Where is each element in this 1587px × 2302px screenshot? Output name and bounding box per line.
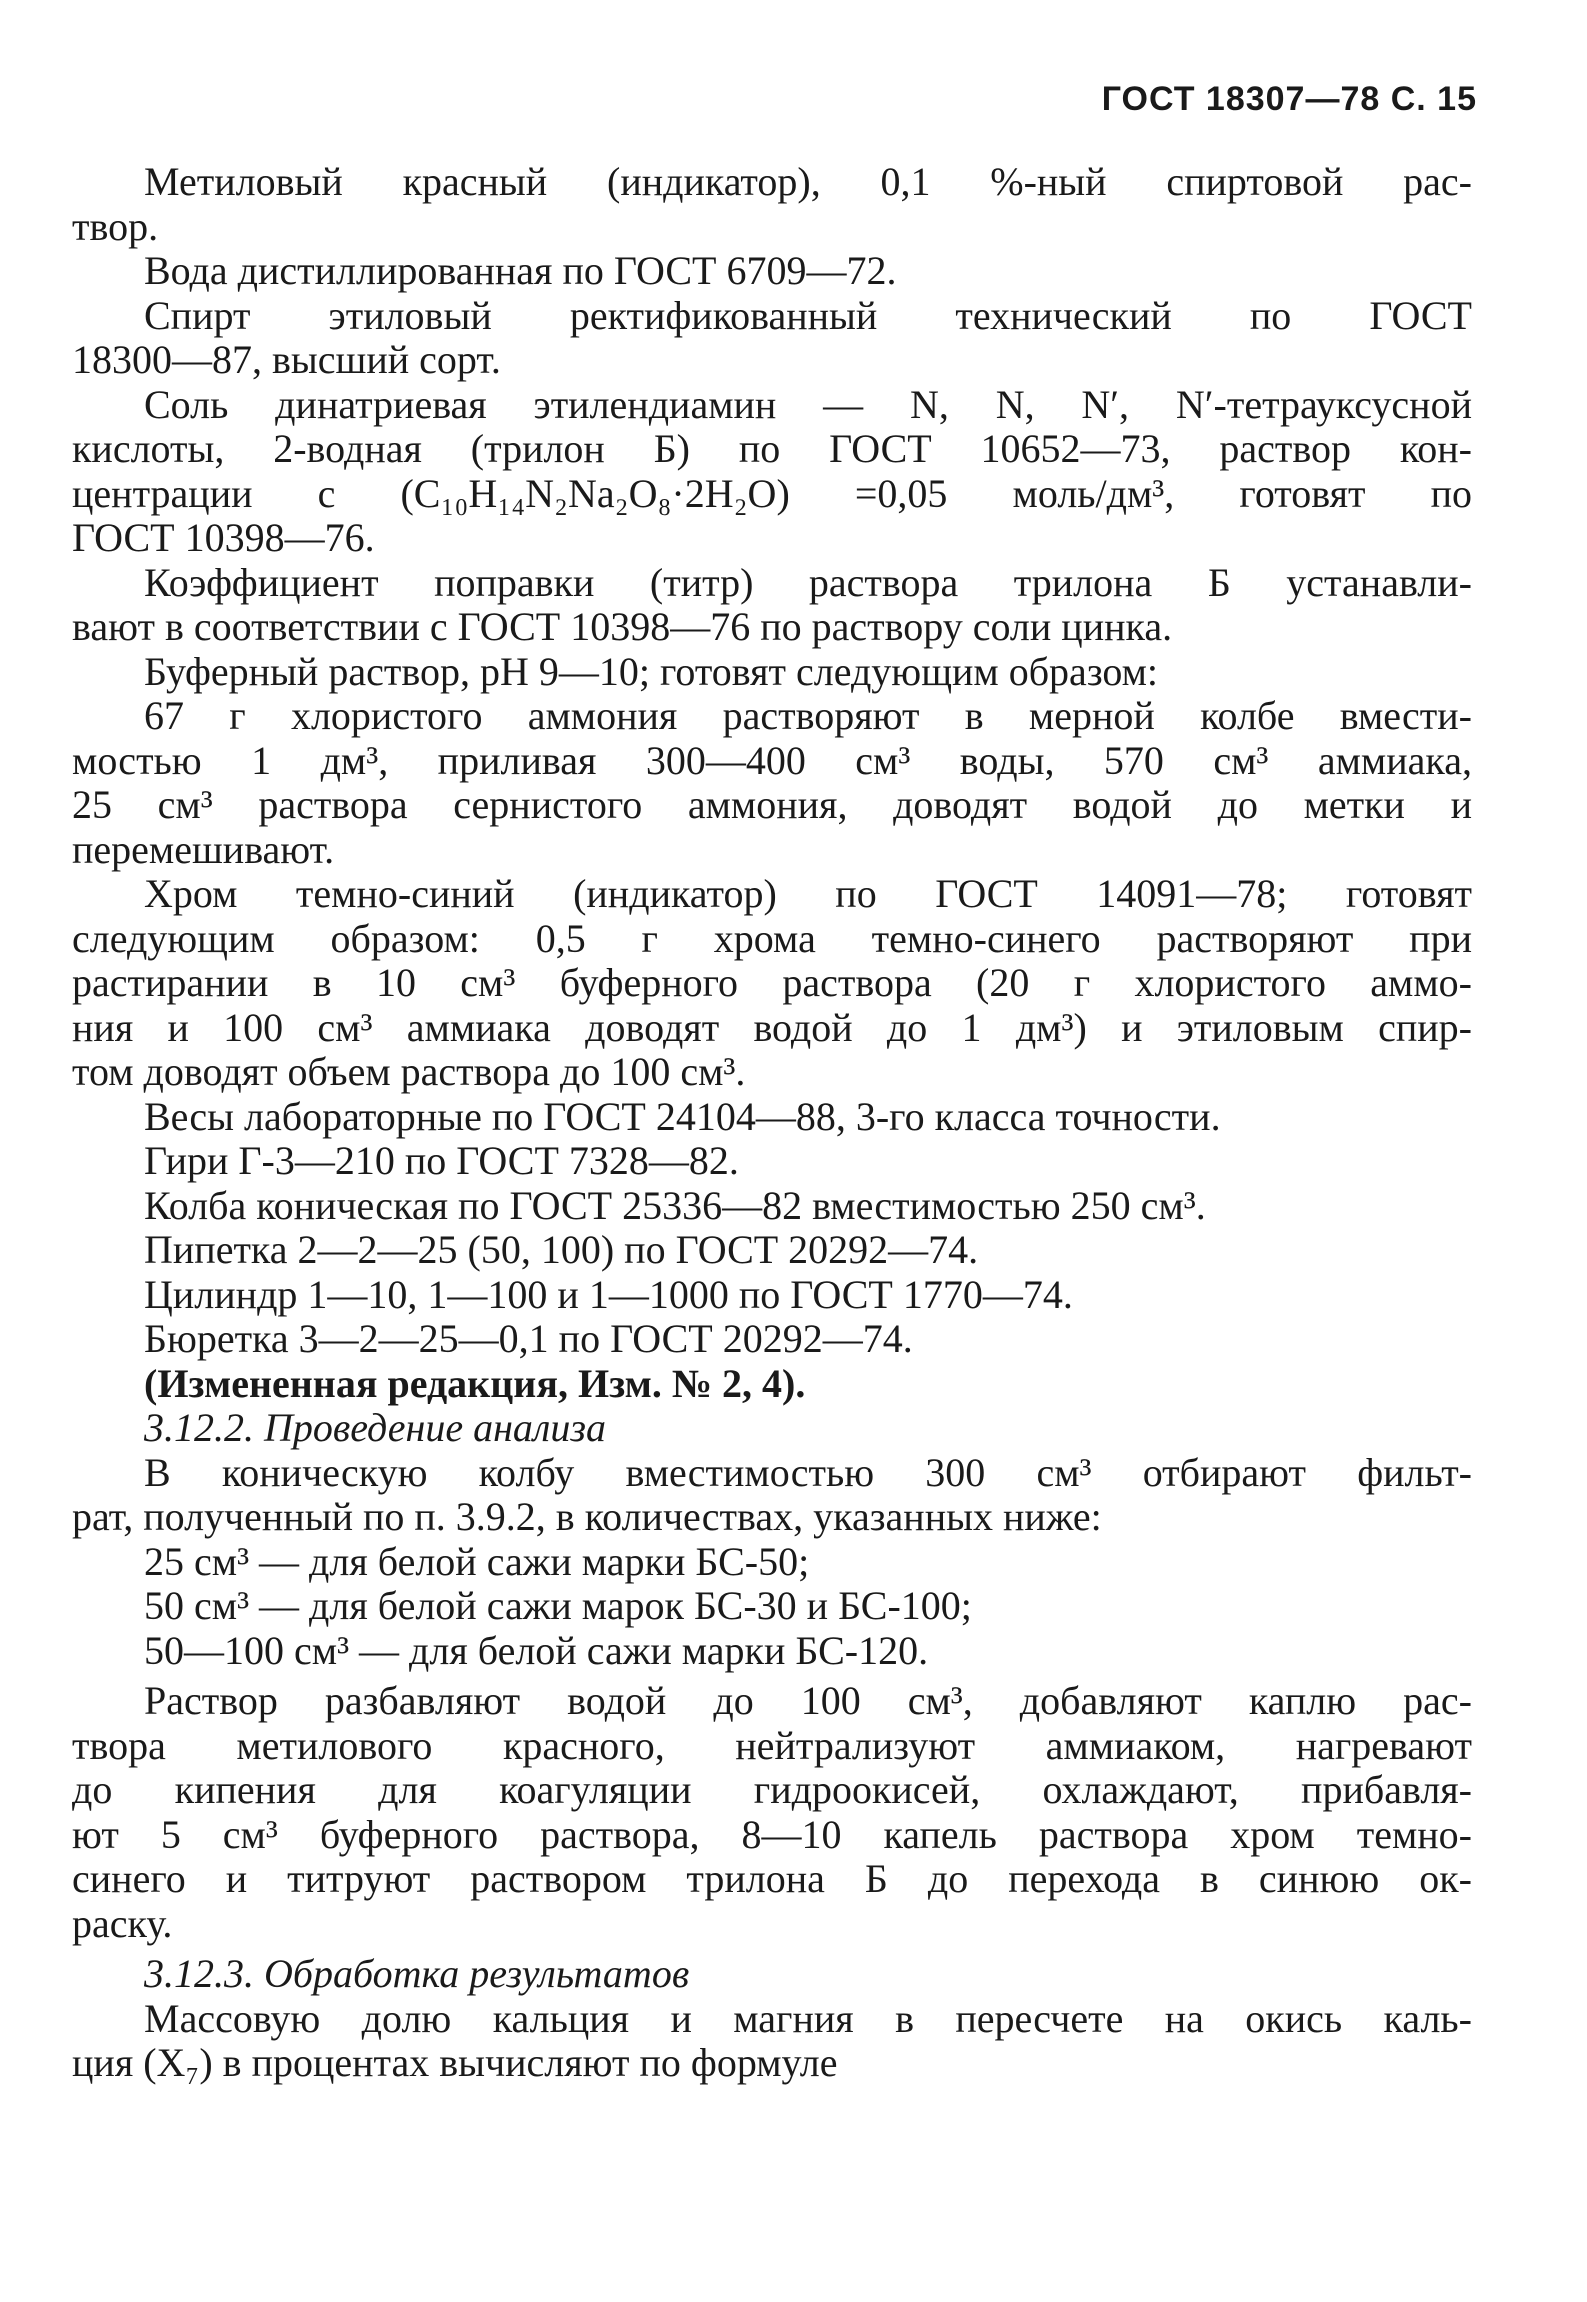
text-line: Цилиндр 1—10, 1—100 и 1—1000 по ГОСТ 1770—74. <box>144 1271 1073 1317</box>
text-line: 50 см³ — для белой сажи марок БС-30 и БС-100; <box>144 1583 972 1628</box>
text-line: Соль динатриевая этилендиамин — N, N, N′, N′-тетрауксусной <box>144 381 1472 427</box>
text-line: Коэффициент поправки (титр) раствора трилона Б устанавли- <box>144 559 1472 605</box>
text-line: 3.12.3. Обработка результатов <box>144 1951 690 1996</box>
body-text <box>72 160 1472 2086</box>
text-line: перемешивают. <box>72 826 335 872</box>
text-line: 3.12.2. Проведение анализа <box>144 1405 606 1450</box>
text-line: том доводят объем раствора до 100 см³. <box>72 1049 746 1094</box>
text-line: синего и титруют раствором трилона Б до перехода в синюю ок- <box>72 1856 1472 1901</box>
text-line: В коническую колбу вместимостью 300 см³ отбирают фильт- <box>144 1449 1472 1495</box>
text-line: центрации с (C₁₀H₁₄N₂Na₂O₈·2H₂O) =0,05 моль/дм³, готовят по <box>72 470 1472 516</box>
text-line: вают в соответствии с ГОСТ 10398—76 по раствору соли цинка. <box>72 604 1173 649</box>
text-line: твор. <box>72 203 159 249</box>
text-line: (Измененная редакция, Изм. № 2, 4). <box>144 1360 806 1406</box>
text-line: Массовую долю кальция и магния в пересчете на окись каль- <box>144 1995 1472 2041</box>
text-line: кислоты, 2-водная (трилон Б) по ГОСТ 10652—73, раствор кон- <box>72 426 1472 471</box>
text-line: твора метилового красного, нейтрализуют аммиаком, нагревают <box>72 1722 1472 1768</box>
text-line: растирании в 10 см³ буферного раствора (20 г хлористого аммо- <box>72 960 1472 1005</box>
text-line: Метиловый красный (индикатор), 0,1 %-ный спиртовой рас- <box>144 159 1472 204</box>
text-line: ция (X₇) в процентах вычисляют по формуле <box>72 2040 838 2085</box>
text-line: Гири Г-3—210 по ГОСТ 7328—82. <box>144 1138 739 1183</box>
text-line: Вода дистиллированная по ГОСТ 6709—72. <box>144 248 897 293</box>
text-line: ГОСТ 10398—76. <box>72 515 375 560</box>
text-line: Хром темно-синий (индикатор) по ГОСТ 14091—78; готовят <box>144 871 1472 916</box>
page-header: ГОСТ 18307—78 С. 15 <box>1101 80 1477 118</box>
text-line: Пипетка 2—2—25 (50, 100) по ГОСТ 20292—74. <box>144 1227 979 1272</box>
text-line: мостью 1 дм³, приливая 300—400 см³ воды, 570 см³ аммиака, <box>72 737 1472 783</box>
text-line: 50—100 см³ — для белой сажи марки БС-120. <box>144 1627 929 1673</box>
text-line: 67 г хлористого аммония растворяют в мерной колбе вмести- <box>144 693 1472 738</box>
text-line: Весы лабораторные по ГОСТ 24104—88, 3-го класса точности. <box>144 1093 1221 1139</box>
text-line: Раствор разбавляют водой до 100 см³, добавляют каплю рас- <box>144 1678 1472 1723</box>
text-line: 18300—87, высший сорт. <box>72 337 501 382</box>
text-line: ют 5 см³ буферного раствора, 8—10 капель раствора хром темно- <box>72 1811 1472 1857</box>
text-line: раску. <box>72 1900 173 1946</box>
text-line: Спирт этиловый ректификованный технический по ГОСТ <box>144 292 1472 338</box>
text-line: Буферный раствор, pH 9—10; готовят следующим образом: <box>144 648 1159 694</box>
text-line: Бюретка 3—2—25—0,1 по ГОСТ 20292—74. <box>144 1316 913 1361</box>
text-line: следующим образом: 0,5 г хрома темно-синего растворяют при <box>72 915 1472 961</box>
text-line: рат, полученный по п. 3.9.2, в количествах, указанных ниже: <box>72 1494 1102 1539</box>
text-line: ния и 100 см³ аммиака доводят водой до 1 дм³) и этиловым спир- <box>72 1004 1472 1050</box>
text-line: 25 см³ раствора сернистого аммония, доводят водой до метки и <box>72 782 1472 827</box>
text-line: 25 см³ — для белой сажи марки БС-50; <box>144 1538 810 1584</box>
text-line: до кипения для коагуляции гидроокисей, охлаждают, прибавля- <box>72 1767 1472 1812</box>
text-line: Колба коническая по ГОСТ 25336—82 вместимостью 250 см³. <box>144 1182 1206 1228</box>
